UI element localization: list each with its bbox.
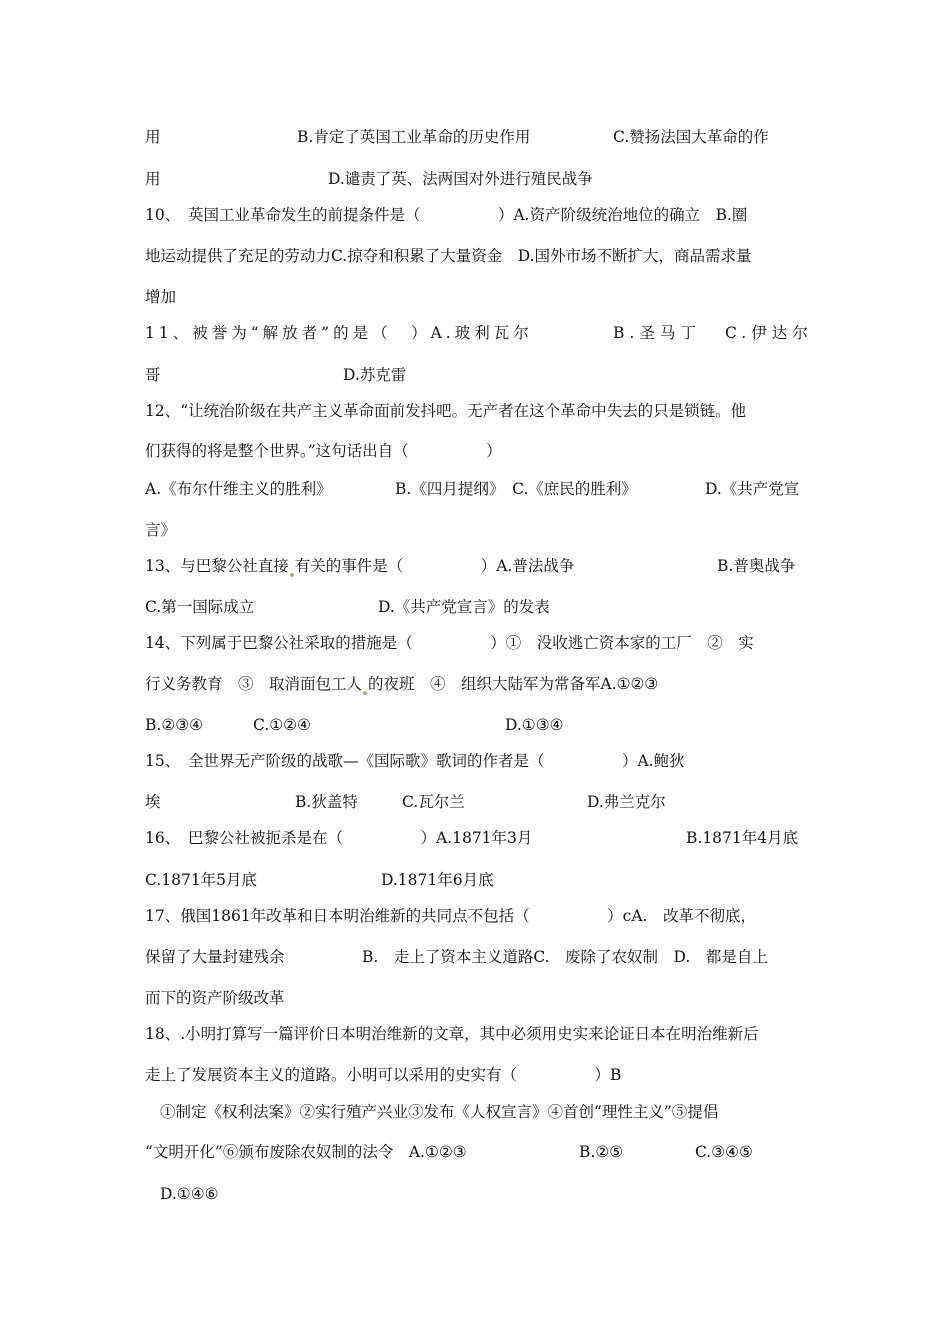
option-bc: B.《四月提纲》 C.《庶民的胜利》 <box>395 480 637 498</box>
question-18-line-5: D.①④⑥ <box>160 1185 219 1203</box>
option-b: B.1871年4月底 <box>686 829 799 847</box>
option-d: D.苏克雷 <box>343 366 407 384</box>
text-fragment: 有关的事件是（ ）A.普法战争 <box>294 557 575 575</box>
option-d: D.《共产党宣言》的发表 <box>378 598 550 616</box>
question-10-line-3: 增加 <box>145 288 177 306</box>
option-b: B.普奥战争 <box>717 557 796 575</box>
option-c: C.第一国际成立 <box>145 598 255 616</box>
question-18-line-3: ①制定《权利法案》②实行殖产兴业③发布《人权宣言》④首创“理性主义”⑤提倡 <box>160 1103 719 1121</box>
text-fragment: 13、与巴黎公社直接 <box>145 557 289 575</box>
option-b: B.②⑤ <box>579 1143 624 1161</box>
option-a: A.《布尔什维主义的胜利》 <box>145 480 332 498</box>
option-b: B.肯定了英国工业革命的历史作用 <box>297 128 531 146</box>
option-d: D.①③④ <box>505 716 564 734</box>
question-17-line-1: 17、俄国1861年改革和日本明治维新的共同点不包括（ ）cA. 改革不彻底， <box>145 907 756 925</box>
question-12-line-2: 们获得的将是整个世界。”这句话出自（ ） <box>145 442 502 460</box>
option-c: C.①②④ <box>253 716 311 734</box>
question-18-line-1: 18、.小明打算写一篇评价日本明治维新的文章，其中必须用史实来论证日本在明治维新后 <box>145 1025 759 1043</box>
option-c: C.③④⑤ <box>695 1143 753 1161</box>
text-fragment: 用 <box>145 128 161 146</box>
option-c: C.1871年5月底 <box>145 871 258 889</box>
text-fragment: 用 <box>145 170 161 188</box>
text-fragment: 埃 <box>145 793 161 811</box>
option-b: B.圣马丁 <box>613 324 701 342</box>
question-14-items <box>145 673 658 695</box>
option-a: “文明开化”⑥颁布废除农奴制的法令 A.①②③ <box>145 1143 467 1161</box>
question-13-stem <box>145 555 574 577</box>
question-15-line-1: 15、 全世界无产阶级的战歌—《国际歌》歌词的作者是（ ）A.鲍狄 <box>145 752 685 770</box>
question-10-line-2: 地运动提供了充足的劳动力C.掠夺和积累了大量资金 D.国外市场不断扩大，商品需求量 <box>145 247 752 265</box>
question-14-line-1: 14、下列属于巴黎公社采取的措施是（ ）① 没收逃亡资本家的工厂 ② 实 <box>145 634 754 652</box>
option-c: C.伊达尔 <box>725 324 813 342</box>
option-d: D.1871年6月底 <box>381 871 494 889</box>
option-d: D.弗兰克尔 <box>587 793 666 811</box>
option-c: C.瓦尔兰 <box>402 793 465 811</box>
question-11-stem: 11、被誉为“解放者”的是（ ）A.玻利瓦尔 <box>145 324 533 342</box>
question-16-stem: 16、 巴黎公社被扼杀是在（ ）A.1871年3月 <box>145 829 533 847</box>
question-12-line-1: 12、“让统治阶级在共产主义革命面前发抖吧。无产者在这个革命中失去的只是锁链。他 <box>145 402 747 420</box>
question-18-line-2: 走上了发展资本主义的道路。小明可以采用的史实有（ ）B <box>145 1066 622 1084</box>
option-b: B.狄盖特 <box>295 793 358 811</box>
question-12-line-4: 言》 <box>145 521 177 539</box>
option-d: D.《共产党宣 <box>705 480 800 498</box>
text-fragment: 的夜班 ④ 组织大陆军为常备军A.①②③ <box>368 675 659 693</box>
option-d: D.谴责了英、法两国对外进行殖民战争 <box>328 170 593 188</box>
mark-dot <box>290 573 294 577</box>
text-fragment: 哥 <box>145 366 161 384</box>
mark-dot <box>363 691 367 695</box>
question-10-line-1: 10、 英国工业革命发生的前提条件是（ ）A.资产阶级统治地位的确立 B.圈 <box>145 206 748 224</box>
option-c: C.赞扬法国大革命的作 <box>613 128 769 146</box>
question-17-line-2: 保留了大量封建残余 B. 走上了资本主义道路C. 废除了农奴制 D. 都是自上 <box>145 948 768 966</box>
option-b: B.②③④ <box>145 716 204 734</box>
text-fragment: 行义务教育 ③ 取消面包工人 <box>145 675 363 693</box>
question-17-line-3: 而下的资产阶级改革 <box>145 989 285 1007</box>
